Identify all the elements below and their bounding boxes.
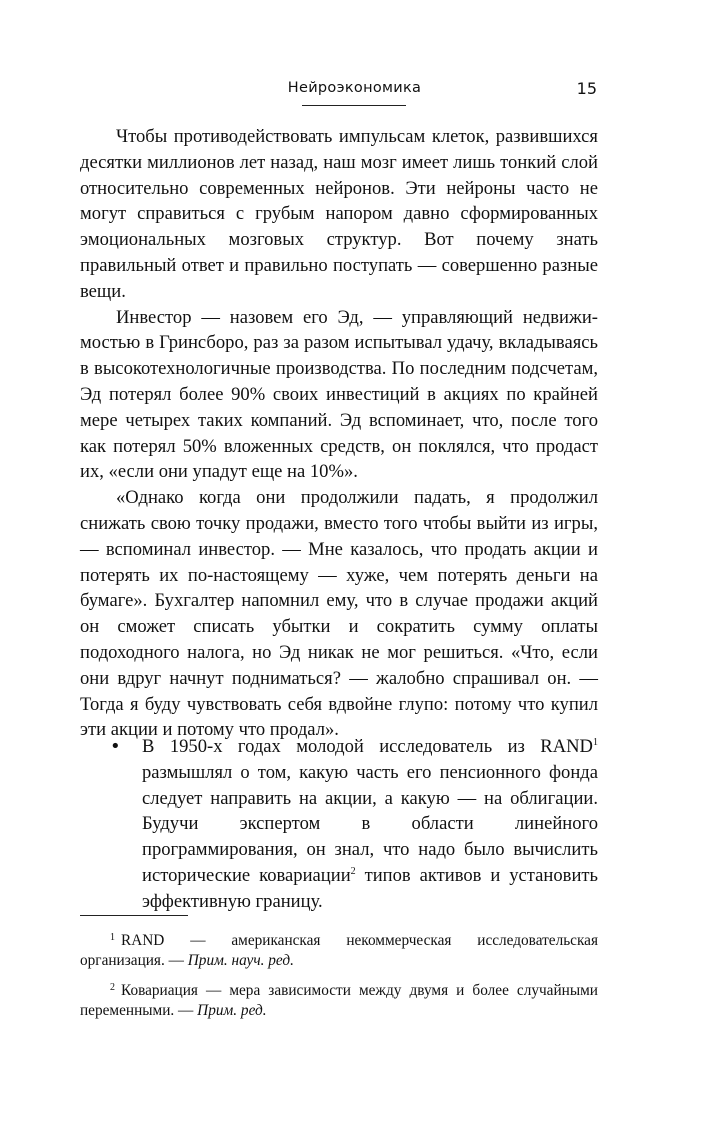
running-header-title: Нейроэкономика <box>287 80 422 96</box>
paragraph: Инвестор — назовем его Эд, — управляющий недвижимостью в Гринсборо, раз за разом испытывал удачу, вкладываясь в высокотехнологичные производства. По последним подсчетам, Эд потерял более 90% своих инвестиций в акциях по крайней мере четырех таких компаний. Эд вспоминает, что, после того как потерял 50% вложенных средств, он поклялся, что продаст их, «если они упадут еще на 10%». <box>80 306 598 483</box>
footnote: $^2$ Ковариация — мера зависимости между двумя и более случайными переменными. — Прим. ред. <box>80 982 598 1019</box>
footnote-rule <box>80 915 188 916</box>
bullet-item <box>80 734 598 915</box>
paragraph: «Однако когда они продолжили падать, я продолжил снижать свою точку продажи, вместо того чтобы выйти из игры, — вспоминал инвестор. — Мне казалось, что продать акции и потерять их по-настоящему — хуже, чем потерять деньги на бумаге». Бухгалтер напомнил ему, что в случае продажи акций он сможет списать убытки и сократить сумму оплаты подоходного налога, но Эд никак не мог решиться. «Что, если они вдруг начнут подниматься? — жалобно спрашивал он. — Тогда я буду чувствовать себя вдвойне глупо: потому что купил эти акции и потому что продал». <box>80 487 598 741</box>
footnote-ref: 2 <box>350 865 356 877</box>
paragraph: Чтобы противодействовать импульсам клеток, развившихся десятки миллионов лет назад, наш мозг имеет лишь тонкий слой относительно современных нейронов. Эти нейроны часто не могут справиться с грубым напором давно сформированных эмоциональных мозговых структур. Вот почему знать правильный ответ и правильно поступать — совершенно разные вещи. <box>80 126 598 302</box>
footnote-ref: 1 <box>593 737 598 748</box>
page-number: 15 <box>576 79 597 98</box>
footnotes <box>80 931 598 1031</box>
header-rule <box>302 105 406 106</box>
bullet-text: В 1950-х годах молодой исследователь из RAND$^1$ размышлял о том, какую часть его пенсионного фонда следует направить на акции, а какую — на облигации. Будучи экспертом в области линейного программирования, он знал, что надо было вычислить исторические ковариации$^2$ типов активов и установить эффективную границу. <box>142 736 598 912</box>
footnote: $^1$ RAND — американская некоммерческая исследовательская организация. — Прим. науч. ред. <box>80 932 598 969</box>
main-text <box>80 124 598 743</box>
bullet-icon: • <box>110 736 121 757</box>
